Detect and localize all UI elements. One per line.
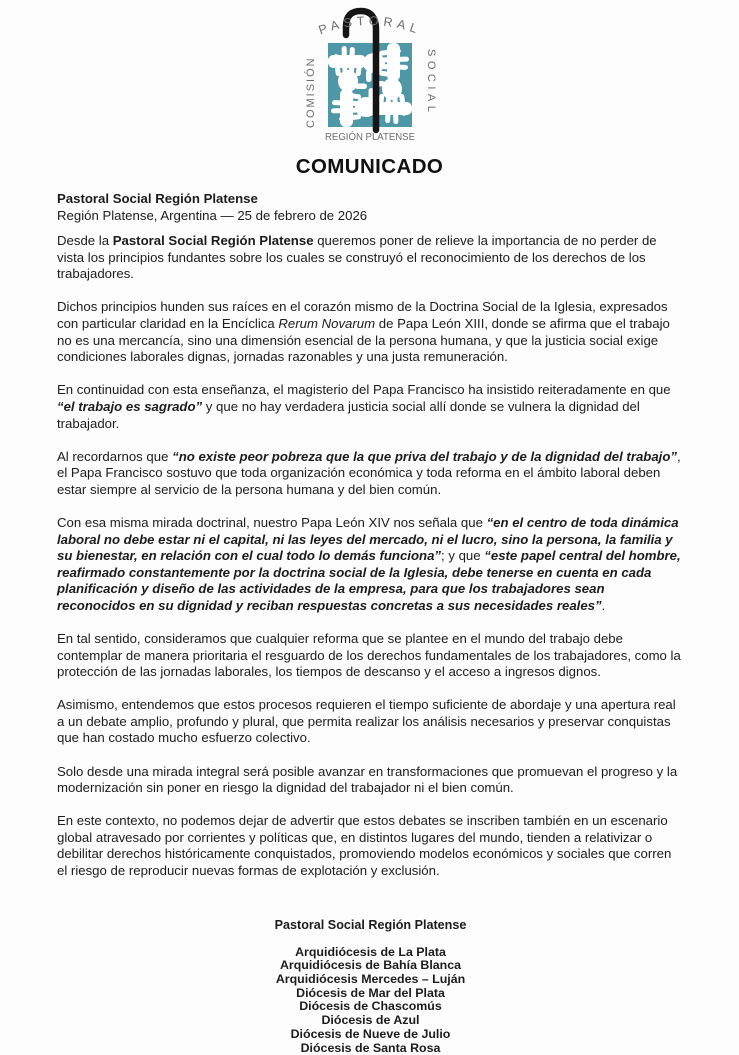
logo-arc-text: PASTORAL: [316, 13, 423, 38]
logo-bottom-text: REGIÓN PLATENSE: [324, 132, 419, 143]
diocese-line: Diócesis de Mar del Plata: [296, 985, 445, 1000]
paragraph-1: Desde la Pastoral Social Región Platense queremos poner de relieve la importancia de no perder de vista los principios fundantes sobre los cuales se construyó el reconocimiento de los derechos de los trabajadores.: [57, 233, 657, 282]
diocese-line: Arquidiócesis de Bahía Blanca: [279, 958, 462, 973]
diocese-line: Diócesis de Chascomús: [299, 999, 442, 1014]
diocese-line: Diócesis de Santa Rosa: [300, 1040, 441, 1055]
logo-left-text: COMISIÓN: [304, 56, 317, 128]
header-dateline: Región Platense, Argentina — 25 de febrero de 2026: [57, 207, 368, 223]
paragraph-7: Asimismo, entendemos que estos procesos requieren el tiempo suficiente de abordaje y una apertura real a un debate amplio, profundo y plural, que permita realizar los análisis necesarios y preservar conquistas que han costado mucho esfuerzo colectivo.: [57, 697, 676, 746]
paragraph-3: En continuidad con esta enseñanza, el magisterio del Papa Francisco ha insistido reiteradamente en que “el trabajo es sagrado” y que no hay verdadera justicia social allí donde se vulnera la dignidad del trabajador.: [57, 382, 671, 431]
diocese-line: Diócesis de Azul: [321, 1013, 420, 1028]
document-footer: [57, 918, 684, 1055]
header-org-name: Pastoral Social Región Platense: [57, 191, 258, 206]
paragraph-6: En tal sentido, consideramos que cualquier reforma que se plantee en el mundo del trabajo debe contemplar de manera prioritaria el resguardo de los derechos fundamentales de los trabajadores, como la protección de las jornadas laborales, los tiempos de descanso y el acceso a ingresos dignos.: [57, 630, 681, 680]
diocese-line: Arquidiócesis Mercedes – Luján: [275, 972, 466, 986]
diocese-line: Arquidiócesis de La Plata: [295, 944, 446, 959]
logo-right-text: SOCIAL: [424, 49, 437, 117]
document-body: [57, 233, 684, 879]
diocese-line: Diócesis de Nueve de Julio: [290, 1026, 451, 1041]
paragraph-5: Con esa misma mirada doctrinal, nuestro Papa León XIV nos señala que “en el centro de toda dinámica laboral no debe estar ni el capital, ni las leyes del mercado, ni el lucro, sino la persona, la familia y su bienestar, en relación con el cual todo lo demás funciona”; y que “este papel central del hombre, reafirmado constantemente por la doctrina social de la Iglesia, debe tenerse en cuenta en cada planificación y diseño de las actividades de la empresa, para que los trabajadores sean reconocidos en su dignidad y reciban respuestas concretas a sus necesidades reales”.: [57, 514, 681, 613]
paragraph-9: En este contexto, no podemos dejar de advertir que estos debates se inscriben también en un escenario global atravesado por corrientes y políticas que, en distintos lugares del mundo, tienden a relativizar o debilitar derechos históricamente conquistados, promoviendo modelos económicos y sociales que corren el riesgo de reproducir nuevas formas de explotación y exclusión.: [57, 813, 672, 878]
logo: [0, 0, 739, 155]
paragraph-4: Al recordarnos que “no existe peor pobreza que la que priva del trabajo y de la dignidad del trabajo”, el Papa Francisco sostuvo que toda organización económica y toda reforma en el ámbito laboral deben estar siempre al servicio de la persona humana y del bien común.: [57, 448, 681, 497]
doc-header: [57, 191, 684, 224]
dioceses-list: [57, 946, 684, 1055]
page-title: COMUNICADO: [295, 155, 444, 178]
paragraph-2: Dichos principios hunden sus raíces en el corazón mismo de la Doctrina Social de la Iglesia, expresados con particular claridad en la Encíclica Rerum Novarum de Papa León XIII, donde se afirma que el trabajo no es una mercancía, sino una dimensión esencial de la persona humana, y que la justicia social exige condiciones laborales dignas, jornadas razonables y una justa remuneración.: [57, 299, 670, 365]
paragraph-8: Solo desde una mirada integral será posible avanzar en transformaciones que promuevan el progreso y la modernización sin poner en riesgo la dignidad del trabajador ni el bien común.: [57, 763, 678, 796]
pastoral-social-logo: [285, 5, 455, 155]
content-column: [0, 191, 739, 1055]
footer-org-name: Pastoral Social Región Platense: [274, 917, 467, 932]
